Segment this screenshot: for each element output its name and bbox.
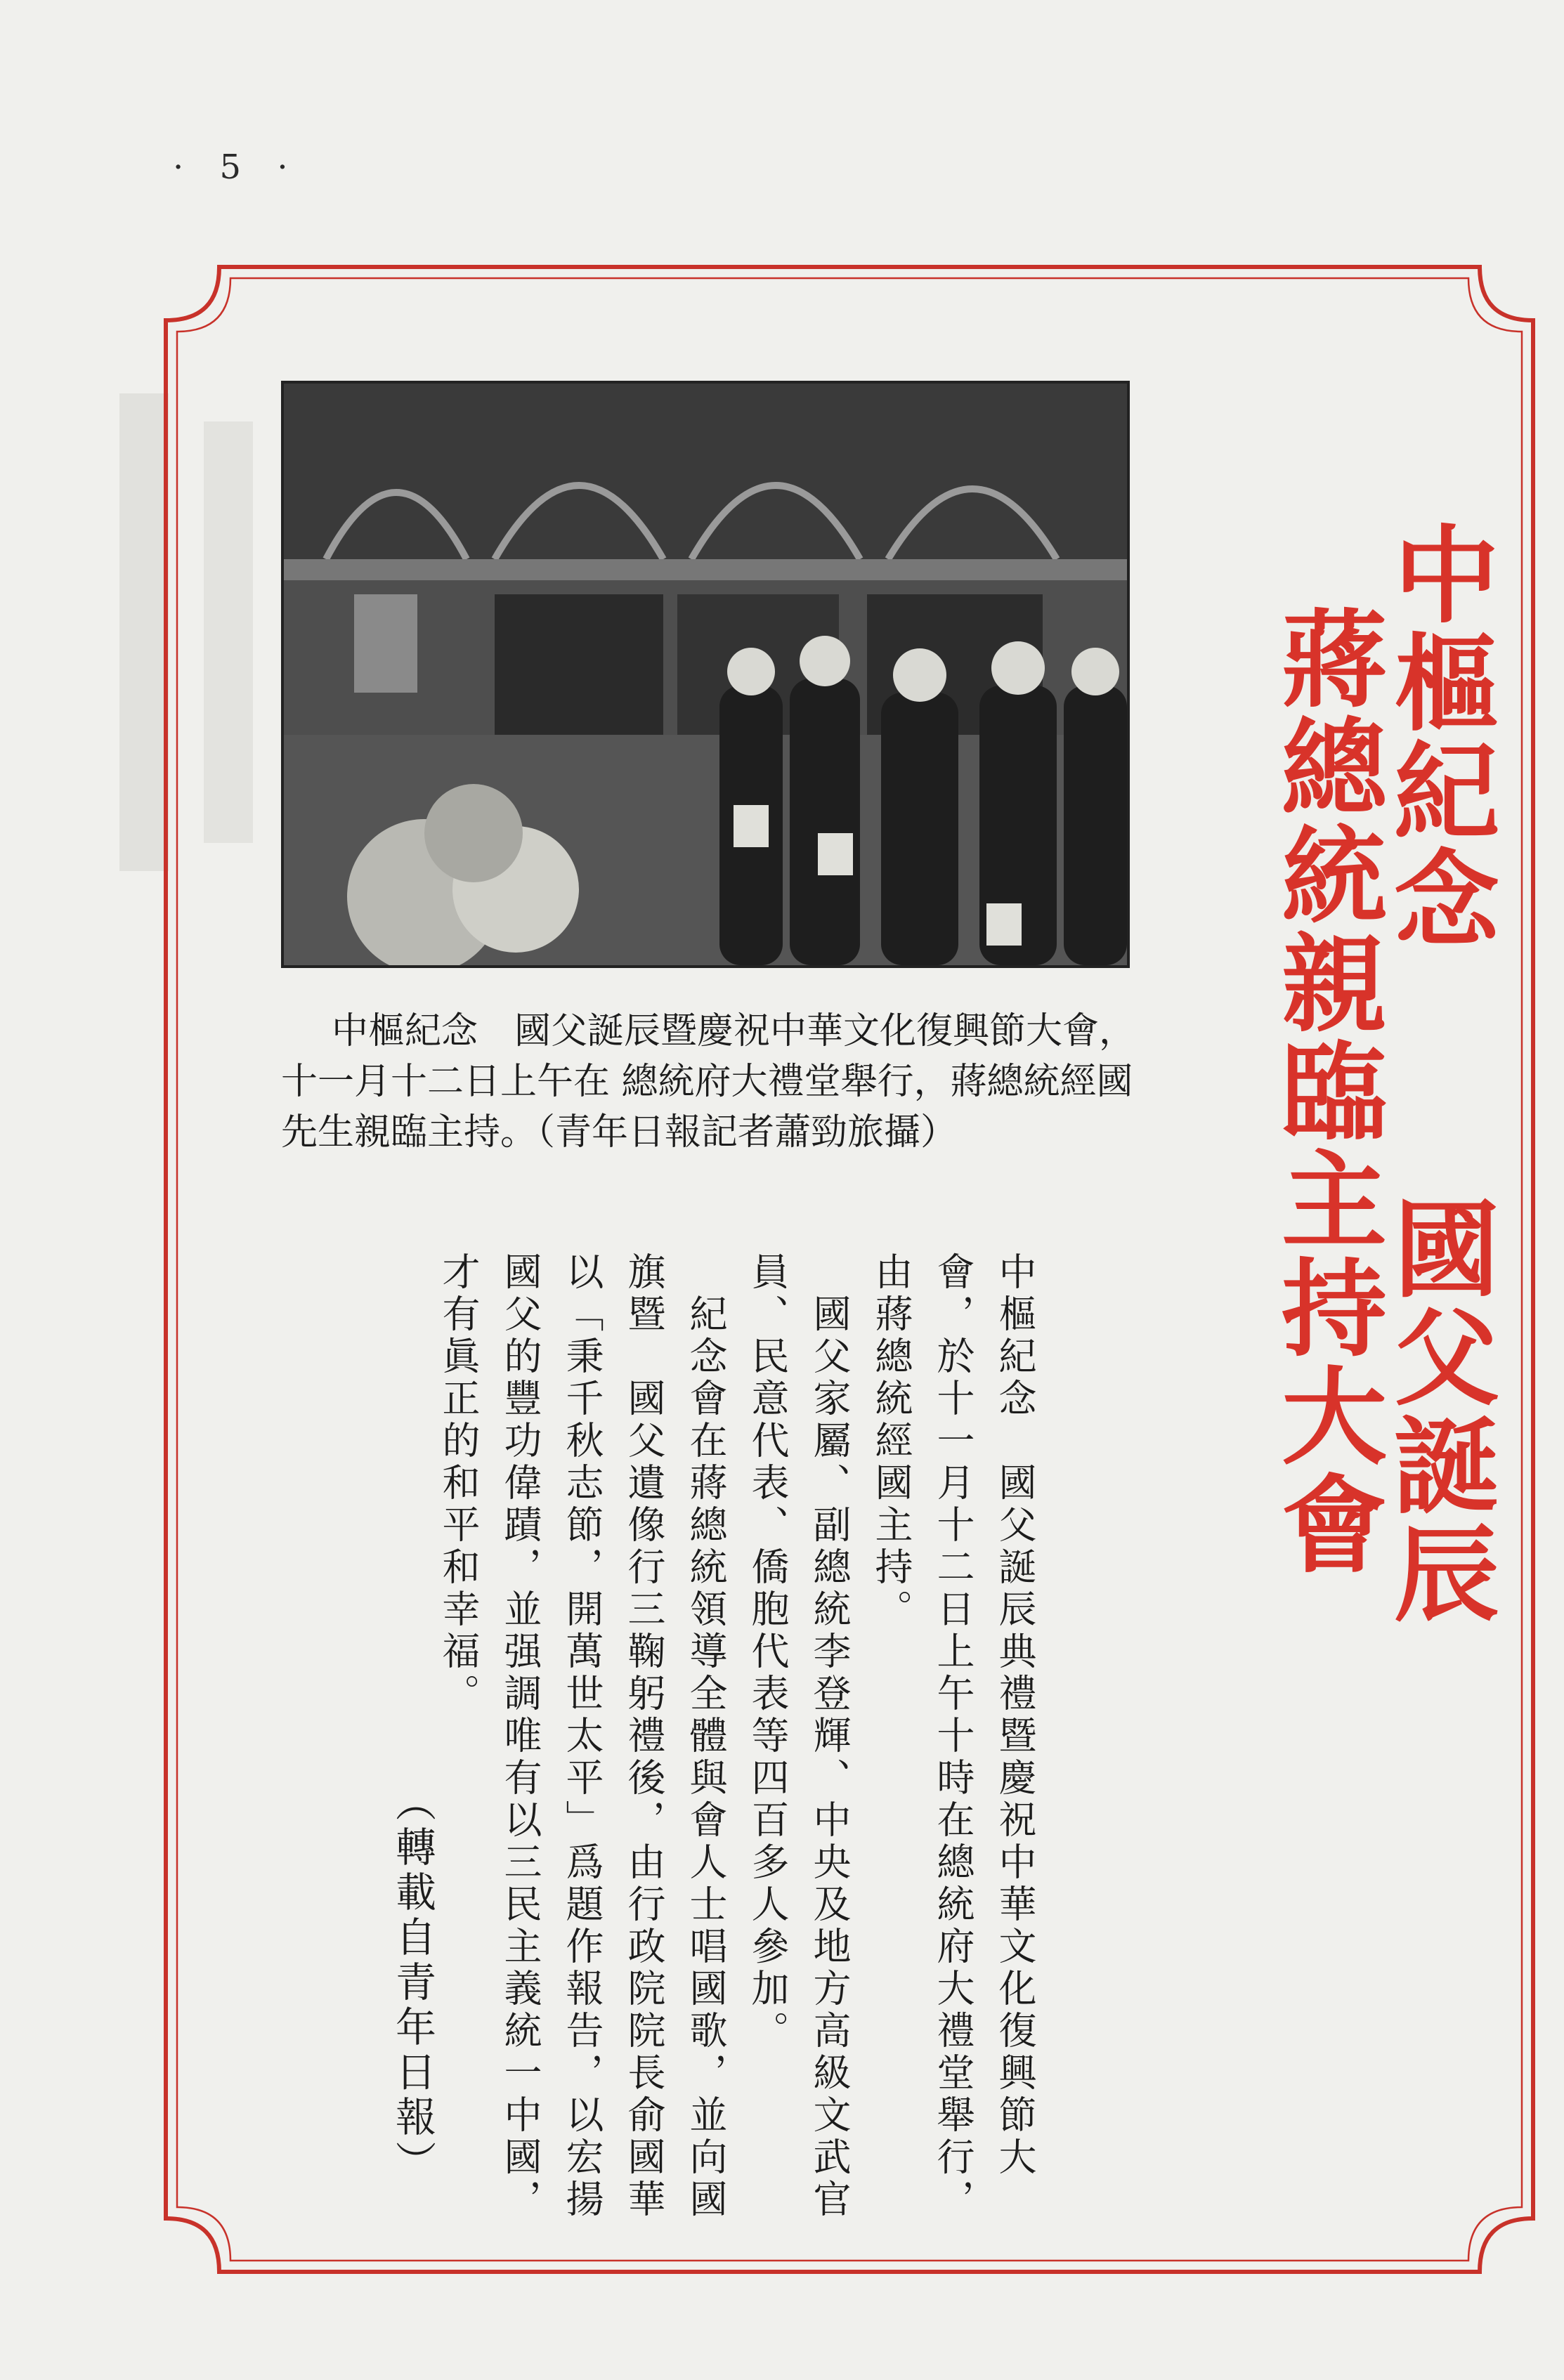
article-paragraph-1: 中樞紀念 國父誕辰典禮暨慶祝中華文化復興節大會，於十一月十二日上午十時在總統府大禮堂舉行，由蔣總統經國主持。 [869,1252,1037,2221]
caption-line-3: 先生親臨主持。（青年日報記者蕭勁旅攝） [281,1111,958,1153]
headline-line-1-part-1: 中樞紀念 [1376,520,1498,953]
article-paragraph-3: 紀念會在蔣總統領導全體與會人士唱國歌，並向國旗暨 國父遺像行三鞠躬禮後，由行政院院長俞國華以「秉千秋志節，開萬世太平」爲題作報告，以宏揚 國父的豐功偉蹟，並强調唯有以三民主義統一中國，才有眞正的和平和幸福。 [436,1252,728,2263]
caption-line-2: 十一月十二日上午在 總統府大禮堂舉行，蔣總統經國 [281,1061,1133,1103]
source-note: （轉載自青年日報） [389,1781,436,2185]
headline-line-2: 蔣總統親臨主持大會 [1263,604,1386,1578]
photo-illustration [284,384,1127,965]
article-body [427,1252,1045,2263]
article-paragraph-2: 國父家屬、副總統李登輝、中央及地方高級文武官員、民意代表、僑胞代表等四百多人參加。 [745,1252,852,2221]
page-number: · 5 · [173,148,301,187]
headline-line-1-part-2: 國父誕辰 [1376,1194,1498,1627]
photo-caption [281,1006,1145,1158]
caption-line-1: 中樞紀念 國父誕辰暨慶祝中華文化復興節大會， [332,1010,1136,1052]
event-photo [281,381,1130,968]
